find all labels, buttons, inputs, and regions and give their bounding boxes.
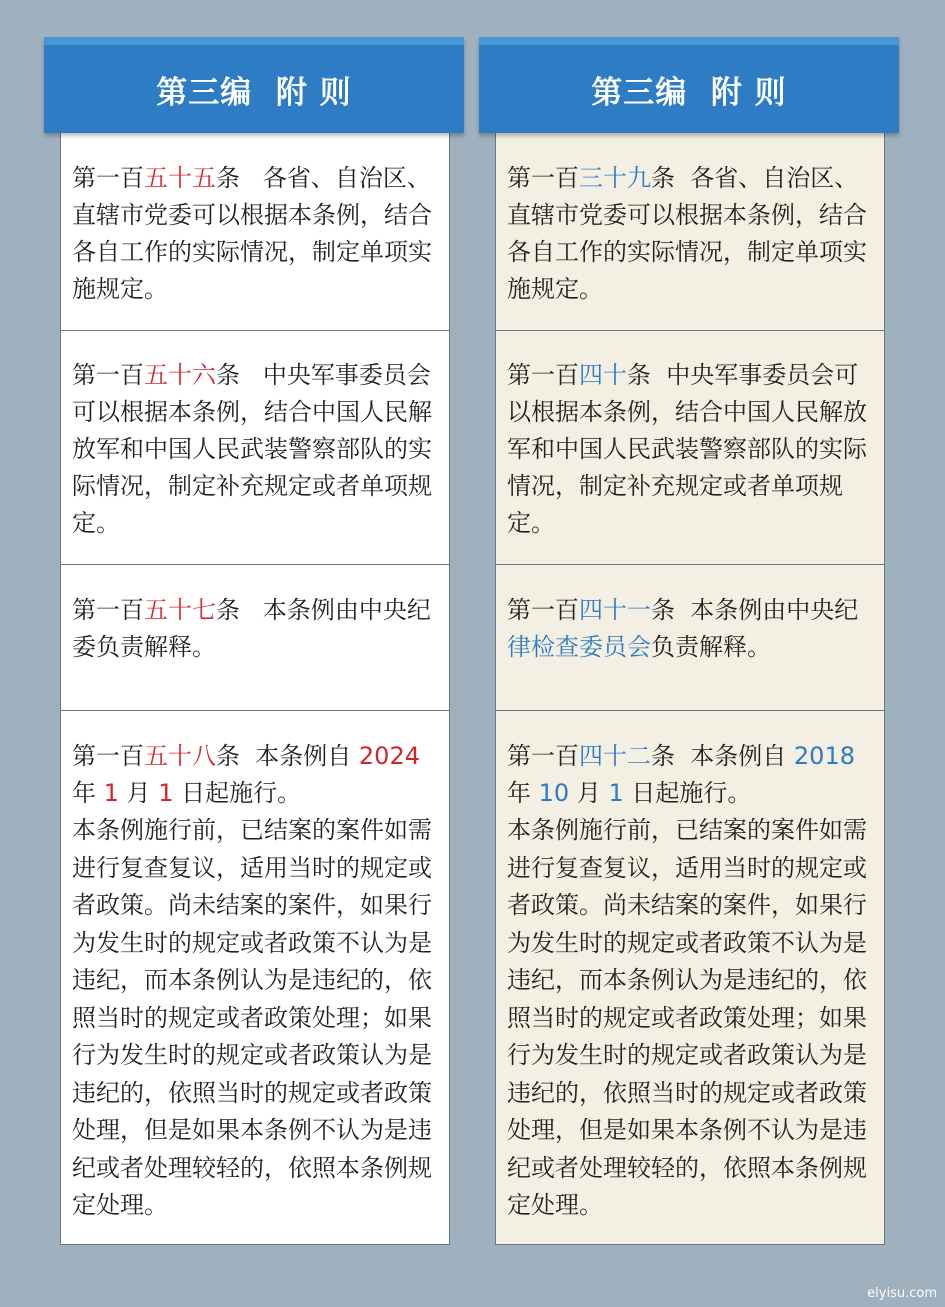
article-number: 四十二 bbox=[579, 742, 651, 770]
effective-text-a: 本条例自 bbox=[690, 742, 794, 770]
left-article-158 bbox=[61, 710, 449, 1244]
article-prefix: 第一百 bbox=[72, 361, 144, 389]
article-prefix: 第一百 bbox=[72, 742, 144, 770]
effective-day: 1 bbox=[608, 779, 624, 807]
article-para2: 本条例施行前，已结案的案件如需进行复查复议，适用当时的规定或者政策。尚未结案的案件，如果行为发生时的规定或者政策不认为是违纪，而本条例认为是违纪的，依照当时的规定或者政策处理；如果行为发生时的规定或者政策认为是违纪的，依照当时的规定或者政策处理，但是如果本条例不认为是违纪或者处理较轻的，依照本条例规定处理。 bbox=[507, 816, 867, 1219]
article-text: 各省、自治区、直辖市党委可以根据本条例，结合各自工作的实际情况，制定单项实施规定。 bbox=[507, 164, 867, 303]
article-number: 五十七 bbox=[144, 596, 216, 624]
right-article-list bbox=[495, 133, 885, 1245]
left-column bbox=[44, 37, 464, 1245]
article-suffix: 条 bbox=[651, 742, 691, 770]
article-number: 四十一 bbox=[579, 596, 651, 624]
article-suffix: 条 bbox=[216, 361, 263, 389]
article-prefix: 第一百 bbox=[507, 596, 579, 624]
article-suffix: 条 bbox=[627, 361, 667, 389]
article-para1 bbox=[72, 738, 439, 812]
right-header-strip bbox=[479, 37, 899, 45]
article-number: 四十 bbox=[579, 361, 627, 389]
left-header bbox=[44, 37, 464, 133]
article-para1 bbox=[507, 738, 874, 812]
left-article-155 bbox=[61, 133, 449, 330]
right-article-140 bbox=[496, 330, 884, 564]
effective-year: 2024 bbox=[358, 742, 420, 770]
left-article-list bbox=[60, 133, 450, 1245]
right-header-title: 第三编 附 则 bbox=[591, 75, 787, 111]
left-header-title: 第三编 附 则 bbox=[156, 75, 352, 111]
article-suffix: 条 bbox=[651, 596, 691, 624]
article-text: 本条例由中央纪委负责解释。 bbox=[72, 596, 431, 661]
article-text-b: 负责解释。 bbox=[651, 633, 771, 661]
effective-month: 10 bbox=[538, 779, 570, 807]
article-number: 三十九 bbox=[579, 164, 651, 192]
right-column bbox=[479, 37, 899, 1245]
right-article-139 bbox=[496, 133, 884, 330]
article-text: 中央军事委员会可以根据本条例，结合中国人民解放军和中国人民武装警察部队的实际情况，制定补充规定或者单项规定。 bbox=[507, 361, 867, 537]
article-text: 各省、自治区、直辖市党委可以根据本条例，结合各自工作的实际情况，制定单项实施规定。 bbox=[72, 164, 432, 303]
article-prefix: 第一百 bbox=[507, 361, 579, 389]
effective-text-b: 年 bbox=[507, 779, 539, 807]
article-text-a: 本条例由中央纪 bbox=[690, 596, 859, 624]
article-suffix: 条 bbox=[651, 164, 691, 192]
article-number: 五十八 bbox=[144, 742, 216, 770]
right-header bbox=[479, 37, 899, 133]
article-prefix: 第一百 bbox=[507, 164, 579, 192]
article-para2: 本条例施行前，已结案的案件如需进行复查复议，适用当时的规定或者政策。尚未结案的案件，如果行为发生时的规定或者政策不认为是违纪，而本条例认为是违纪的，依照当时的规定或者政策处理；如果行为发生时的规定或者政策认为是违纪的，依照当时的规定或者政策处理，但是如果本条例不认为是违纪或者处理较轻的，依照本条例规定处理。 bbox=[72, 816, 432, 1219]
left-header-strip bbox=[44, 37, 464, 45]
effective-day: 1 bbox=[158, 779, 174, 807]
article-text: 中央军事委员会可以根据本条例，结合中国人民解放军和中国人民武装警察部队的实际情况，制定补充规定或者单项规定。 bbox=[72, 361, 432, 537]
effective-text-c: 月 bbox=[118, 779, 159, 807]
article-highlight: 律检查委员会 bbox=[507, 633, 651, 661]
effective-text-d: 日起施行。 bbox=[173, 779, 302, 807]
watermark: elyisu.com bbox=[867, 1286, 937, 1301]
left-article-157 bbox=[61, 564, 449, 710]
article-prefix: 第一百 bbox=[507, 742, 579, 770]
effective-text-c: 月 bbox=[569, 779, 609, 807]
effective-text-a: 本条例自 bbox=[255, 742, 359, 770]
article-prefix: 第一百 bbox=[72, 596, 144, 624]
effective-year: 2018 bbox=[793, 742, 855, 770]
right-article-142 bbox=[496, 710, 884, 1244]
article-number: 五十五 bbox=[144, 164, 216, 192]
effective-text-b: 年 bbox=[72, 779, 104, 807]
article-suffix: 条 bbox=[216, 164, 263, 192]
article-suffix: 条 bbox=[216, 742, 256, 770]
right-article-141 bbox=[496, 564, 884, 710]
article-number: 五十六 bbox=[144, 361, 216, 389]
left-article-156 bbox=[61, 330, 449, 564]
article-suffix: 条 bbox=[216, 596, 263, 624]
effective-month: 1 bbox=[103, 779, 119, 807]
effective-text-d: 日起施行。 bbox=[623, 779, 752, 807]
article-prefix: 第一百 bbox=[72, 164, 144, 192]
